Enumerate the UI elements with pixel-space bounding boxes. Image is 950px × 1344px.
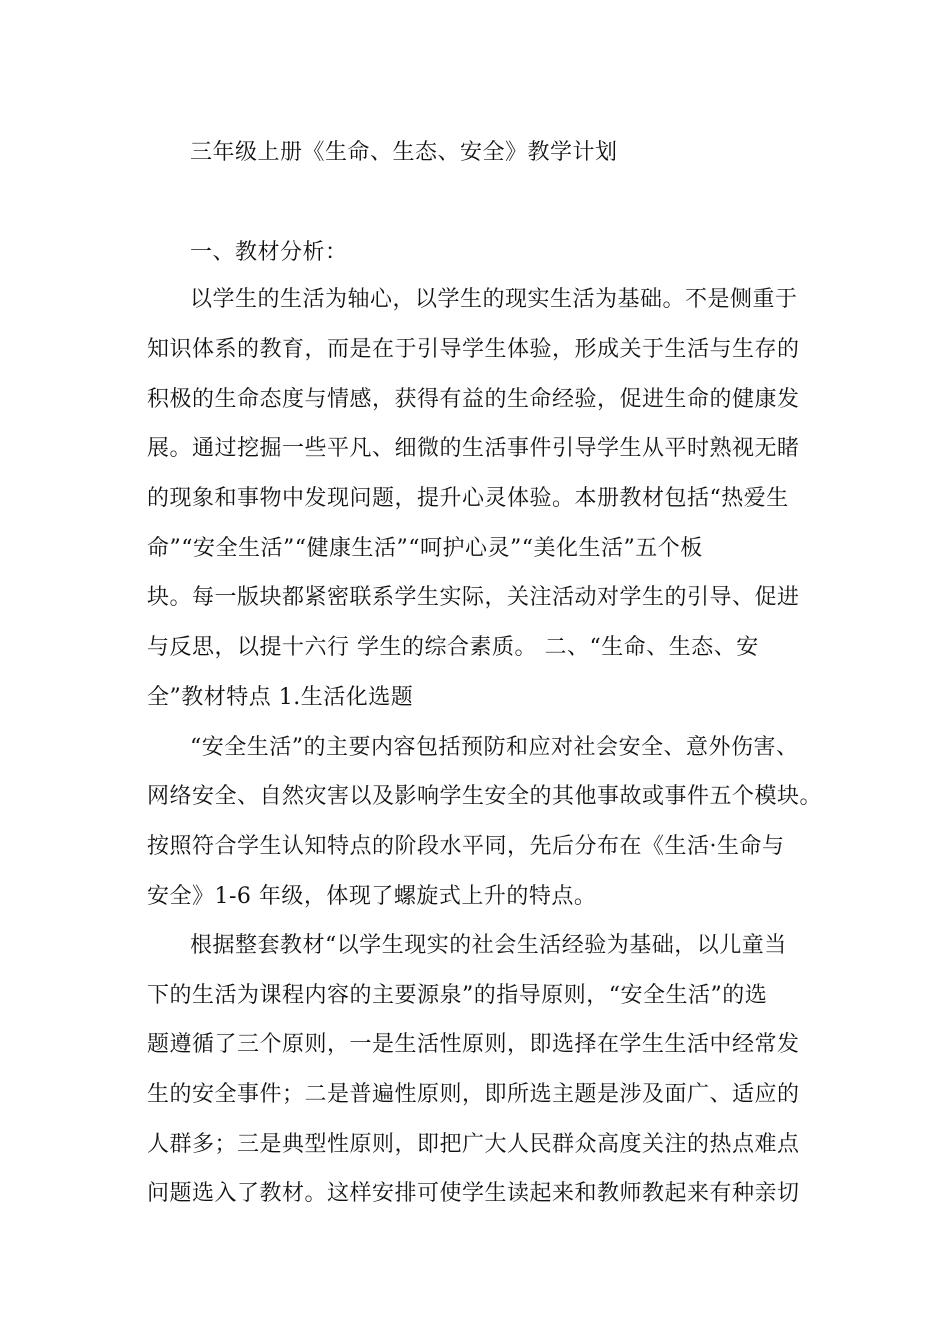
paragraph-line: 与反思，以提十六行 学生的综合素质。 二、“生命、生态、安 bbox=[147, 635, 759, 660]
paragraph-line: 知识体系的教育，而是在于引导学生体验，形成关于生活与生存的 bbox=[147, 337, 800, 362]
paragraph-line: 人群多；三是典型性原则，即把广大人民群众高度关注的热点难点 bbox=[147, 1132, 800, 1157]
paragraph-line: 按照符合学生认知特点的阶段水平同，先后分布在《生活·生命与 bbox=[147, 834, 785, 859]
paragraph-line: 以学生的生活为轴心，以学生的现实生活为基础。不是侧重于 bbox=[190, 287, 798, 312]
paragraph-line: 的现象和事物中发现问题，提升心灵体验。本册教材包括“热爱生 bbox=[147, 486, 789, 511]
paragraph-line: 生的安全事件；二是普遍性原则，即所选主题是涉及面广、适应的 bbox=[147, 1082, 800, 1107]
paragraph-line: 问题选入了教材。这样安排可使学生读起来和教师教起来有种亲切 bbox=[147, 1181, 800, 1206]
paragraph-line: 根据整套教材“以学生现实的社会生活经验为基础，以儿童当 bbox=[190, 933, 787, 958]
paragraph-line: 命”“安全生活”“健康生活”“呵护心灵”“美化生活”五个板 bbox=[147, 536, 703, 561]
paragraph-line: 积极的生命态度与情感，获得有益的生命经验，促进生命的健康发 bbox=[147, 387, 800, 412]
document-title: 三年级上册《生命、生态、安全》教学计划 bbox=[190, 140, 618, 165]
paragraph-line: “安全生活”的主要内容包括预防和应对社会安全、意外伤害、 bbox=[190, 735, 799, 760]
paragraph-line: 展。通过挖掘一些平凡、细微的生活事件引导学生从平时熟视无睹 bbox=[147, 436, 800, 461]
paragraph-line: 全”教材特点 1.生活化选题 bbox=[147, 685, 414, 710]
section-heading: 一、教材分析： bbox=[190, 240, 348, 265]
paragraph-line: 安全》1-6 年级，体现了螺旋式上升的特点。 bbox=[147, 884, 597, 909]
paragraph-line: 下的生活为课程内容的主要源泉”的指导原则，“安全生活”的选 bbox=[147, 983, 768, 1008]
paragraph-line: 块。每一版块都紧密联系学生实际，关注活动对学生的引导、促进 bbox=[147, 585, 800, 610]
paragraph-line: 网络安全、自然灾害以及影响学生安全的其他事故或事件五个模块。 bbox=[147, 784, 823, 809]
paragraph-line: 题遵循了三个原则，一是生活性原则，即选择在学生生活中经常发 bbox=[147, 1032, 800, 1057]
